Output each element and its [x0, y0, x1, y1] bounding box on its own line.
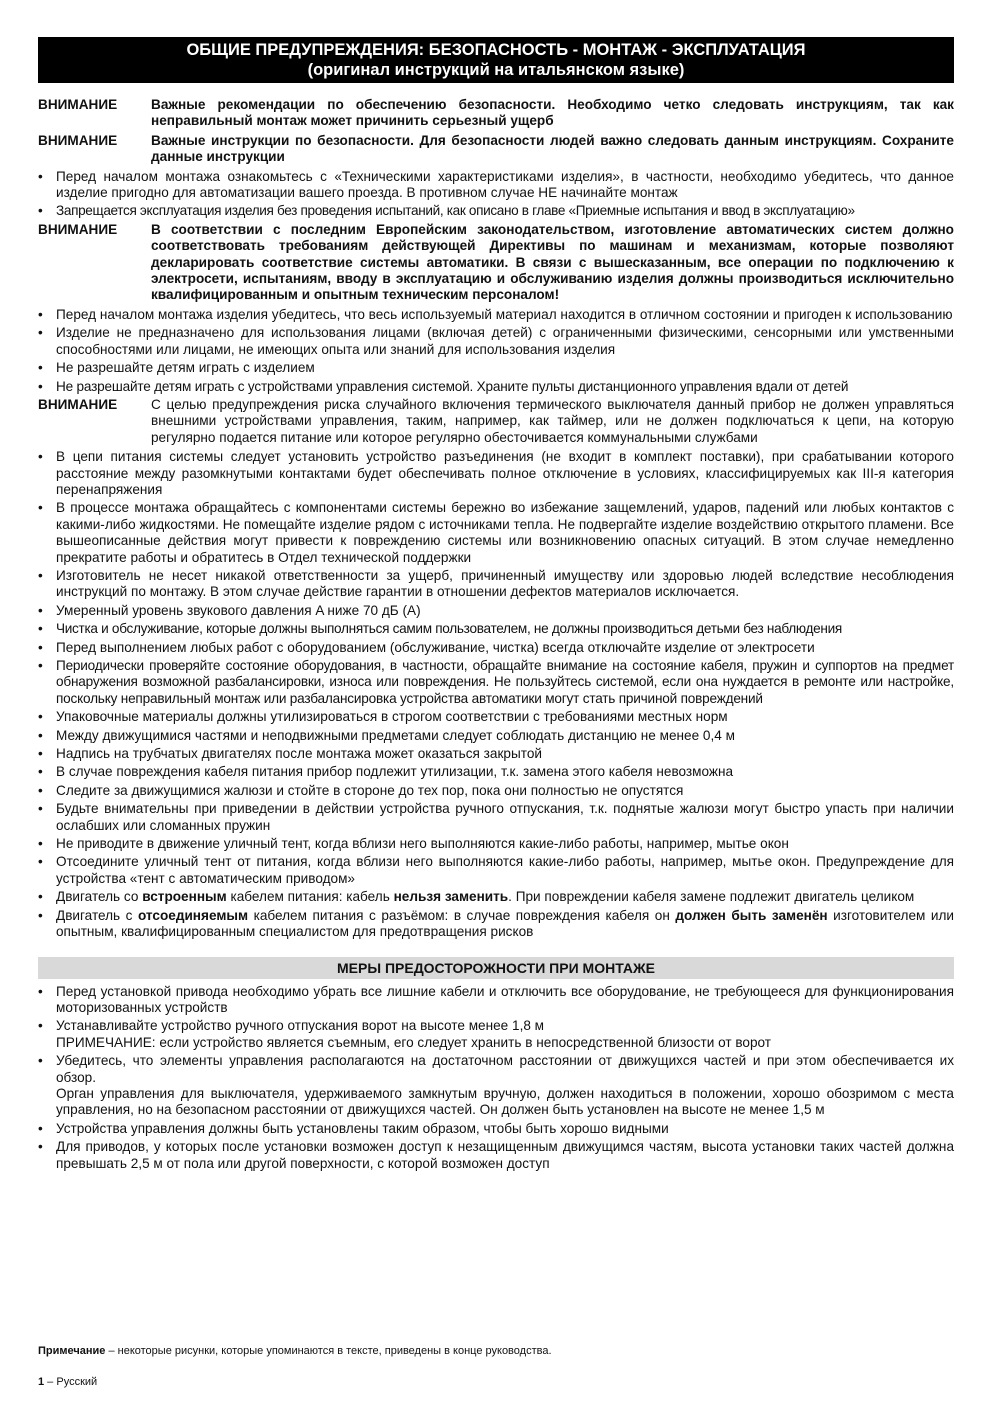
- warning-label: ВНИМАНИЕ: [38, 97, 118, 112]
- title-line-2: (оригинал инструкций на итальянском языке): [307, 61, 685, 79]
- bullet-icon: •: [38, 836, 43, 852]
- list-item-text: Перед началом монтажа изделия убедитесь, что весь используемый материал находится в отличном состоянии и пригоден к использованию: [56, 306, 953, 322]
- bold-fragment: отсоединяемым: [137, 907, 249, 923]
- list-item: [38, 1121, 954, 1137]
- list-item-text: Между движущимися частями и неподвижными предметами следует соблюдать дистанцию не менее 0,4 м: [56, 727, 735, 743]
- list-item: [38, 889, 954, 905]
- list-item-text: Устройства управления должны быть установлены таким образом, чтобы быть хорошо видными: [56, 1120, 669, 1136]
- bold-fragment: должен быть заменён: [675, 907, 828, 923]
- bullet-icon: •: [38, 639, 43, 655]
- bullet-icon: •: [38, 203, 43, 219]
- list-item: [38, 1018, 954, 1051]
- bullet-icon: •: [38, 801, 43, 817]
- list-item: [38, 709, 954, 725]
- list-item-text: Отсоедините уличный тент от питания, когда вблизи него выполняются какие-либо работы, например, мытье окон. Предупреждение для устройства «тент с автоматическим приводом»: [56, 854, 954, 886]
- bullet-icon: •: [38, 306, 43, 322]
- list-item-text: Надпись на трубчатых двигателях после монтажа может оказаться закрытой: [56, 746, 542, 762]
- bullet-icon: •: [38, 854, 43, 870]
- bullet-icon: •: [38, 602, 43, 618]
- list-item: [38, 379, 954, 395]
- bullet-icon: •: [38, 709, 43, 725]
- section-general-warnings: [38, 97, 954, 1172]
- bold-fragment: встроенным: [142, 889, 227, 905]
- list-item-text: [56, 1018, 954, 1051]
- bullet-icon: •: [38, 360, 43, 376]
- list-item: [38, 783, 954, 799]
- bullet-icon: •: [38, 567, 43, 583]
- list-item: [38, 325, 954, 358]
- bullet-icon: •: [38, 378, 43, 394]
- footer-note: [38, 1345, 552, 1357]
- title-line-1: ОБЩИЕ ПРЕДУПРЕЖДЕНИЯ: БЕЗОПАСНОСТЬ - МОНТАЖ - ЭКСПЛУАТАЦИЯ: [186, 41, 806, 59]
- list-item-text: [56, 889, 954, 905]
- list-item-text: Упаковочные материалы должны утилизироваться в строгом соответствии с требованиями местных норм: [56, 709, 728, 725]
- bullet-icon: •: [38, 500, 43, 516]
- bullet-icon: •: [38, 621, 43, 637]
- list-item-text: В процессе монтажа обращайтесь с компонентами системы бережно во избежание защемлений, ударов, падений или любых контактов с какими-либо жидкостями. Не помещайте изделие рядом с источниками тепла. Не подвергайте изделие воздействию открытого пламени. Все вышеописанные действия могут привести к повреждению системы или возникновению опасных ситуаций. В этом случае немедленно прекратите работы и обратитесь в Отдел технической поддержки: [56, 500, 954, 565]
- bullet-icon: •: [38, 764, 43, 780]
- bullet-icon: •: [38, 168, 43, 184]
- paragraph: Убедитесь, что элементы управления располагаются на достаточном расстоянии от движущихся частей и при этом обеспечивается их обзор.: [56, 1053, 954, 1085]
- list-item: [38, 854, 954, 887]
- bullet-icon: •: [38, 1120, 43, 1136]
- page-number: [38, 1376, 97, 1388]
- text-fragment: изготовителем или опытным, квалифицированным специалистом для предотвращения рисков: [56, 907, 954, 940]
- bullet-icon: •: [38, 746, 43, 762]
- page-language: – Русский: [44, 1376, 98, 1388]
- warning-block: [38, 222, 954, 304]
- list-item: [38, 449, 954, 498]
- list-item: [38, 836, 954, 852]
- list-item: [38, 603, 954, 619]
- bullet-icon: •: [38, 449, 43, 465]
- list-item: [38, 728, 954, 744]
- list-item-text: Будьте внимательны при приведении в действии устройства ручного отпускания, т.к. поднятые жалюзи могут быстро упасть при наличии ослабших или сломанных пружин: [56, 801, 954, 833]
- list-item-text: Следите за движущимися жалюзи и стойте в стороне до тех пор, пока они полностью не опустятся: [56, 782, 684, 798]
- bullet-icon: •: [38, 983, 43, 999]
- bullet-icon: •: [38, 658, 43, 673]
- list-item-text: В случае повреждения кабеля питания прибор подлежит утилизации, т.к. замена этого кабеля невозможна: [56, 764, 734, 780]
- bullet-icon: •: [38, 907, 43, 923]
- bullet-icon: •: [38, 1139, 43, 1155]
- text-fragment: Двигатель со: [56, 889, 143, 905]
- list-item-text: Периодически проверяйте состояние оборудования, в частности, обращайте внимание на состояние кабеля, пружин и суппортов на предмет обнаружения возможной разбалансировки, износа или повреждения. Не пользуйтесь системой, если она нуждается в ремонте или настройке, поскольку неправильный монтаж или разбалансировка устройства автоматики могут стать причиной повреждений: [56, 658, 954, 706]
- warning-label: ВНИМАНИЕ: [38, 221, 118, 237]
- list-item: [38, 764, 954, 780]
- list-item: [38, 621, 954, 637]
- list-item-text: Перед началом монтажа ознакомьтесь с «Техническими характеристиками изделия», в частности, необходимо убедитесь, что данное изделие пригодно для автоматизации вашего проезда. В противном случае НЕ начинайте монтаж: [56, 168, 954, 201]
- page-number-value: 1: [38, 1376, 45, 1388]
- text-fragment: Двигатель с: [56, 907, 138, 923]
- list-item-text: Перед выполнением любых работ с оборудованием (обслуживание, чистка) всегда отключайте изделие от электросети: [56, 639, 815, 655]
- list-item: [38, 307, 954, 323]
- bullet-icon: •: [38, 325, 43, 341]
- list-item: [38, 908, 954, 941]
- warning-block: [38, 97, 954, 130]
- footer-note-label: Примечание: [38, 1345, 106, 1357]
- bullet-icon: •: [38, 889, 43, 905]
- list-item-text: [56, 1053, 954, 1119]
- document-title: [38, 37, 954, 83]
- text-fragment: кабелем питания с разъёмом: в случае повреждения кабеля он: [248, 907, 676, 923]
- list-item-text: Для приводов, у которых после установки возможен доступ к незащищенным движущимся частям, высота установки таких частей должна превышать 2,5 м от пола или другой поверхности, с которой возможен доступ: [56, 1139, 954, 1171]
- list-item-text: Изделие не предназначено для использования лицами (включая детей) с ограниченными физическими, сенсорными или умственными способностями или лицами, не имеющих опыта или знаний для использования изделия: [56, 325, 954, 357]
- footer-note-text: – некоторые рисунки, которые упоминаются в тексте, приведены в конце руководства.: [105, 1345, 552, 1357]
- warning-text: Важные инструкции по безопасности. Для безопасности людей важно следовать данным инструкциям. Сохраните данные инструкции: [151, 132, 954, 165]
- list-item-text: [56, 908, 954, 941]
- list-item: [38, 1053, 954, 1119]
- list-item-text: Не разрешайте детям играть с изделием: [56, 360, 315, 376]
- page: [38, 37, 954, 1174]
- list-item: [38, 658, 954, 707]
- paragraph: Устанавливайте устройство ручного отпускания ворот на высоте менее 1,8 м: [56, 1018, 545, 1034]
- warning-text: Важные рекомендации по обеспечению безопасности. Необходимо четко следовать инструкциям, так как неправильный монтаж может причинить серьезный ущерб: [151, 97, 954, 129]
- list-item-text: Умеренный уровень звукового давления A ниже 70 дБ (A): [56, 602, 421, 618]
- warning-block: [38, 397, 954, 446]
- bold-fragment: нельзя заменить: [393, 889, 509, 905]
- list-item-text: Чистка и обслуживание, которые должны выполняться самим пользователем, не должны производиться детьми без наблюдения: [56, 621, 842, 637]
- warning-label: ВНИМАНИЕ: [38, 132, 118, 148]
- section-heading-installation: МЕРЫ ПРЕДОСТОРОЖНОСТИ ПРИ МОНТАЖЕ: [38, 957, 954, 979]
- text-fragment: кабелем питания: кабель: [226, 889, 394, 905]
- bullet-icon: •: [38, 727, 43, 743]
- list-item-text: Не приводите в движение уличный тент, когда вблизи него выполняются какие-либо работы, например, мытье окон: [56, 836, 789, 852]
- list-item: [38, 203, 954, 219]
- warning-label: ВНИМАНИЕ: [38, 396, 118, 412]
- list-item: [38, 640, 954, 656]
- warning-text: В соответствии с последним Европейским законодательством, изготовление автоматических систем должно соответствовать требованиям действующей Директивы по машинам и механизмам, которые позволяют декларировать соответствие системы автоматики. В связи с вышесказанным, все операции по подключению к электросети, испытаниям, вводу в эксплуатацию и обслуживанию изделия должны производиться исключительно квалифицированным и опытным техническим персоналом!: [151, 221, 954, 303]
- list-item-text: В цепи питания системы следует установить устройство разъединения (не входит в комплект поставки), при срабатывании которого расстояние между разомкнутыми контактами будет обеспечивать полное отключение в условиях, классифицируемых как III-я категория перенапряжения: [56, 449, 954, 497]
- list-item-text: Изготовитель не несет никакой ответственности за ущерб, причиненный имуществу или здоровью людей вследствие несоблюдения инструкций по монтажу. В этом случае действие гарантии в отношении дефектов материалов исключается.: [56, 567, 954, 600]
- list-item: [38, 568, 954, 601]
- paragraph: Орган управления для выключателя, удерживаемого замкнутым вручную, должен находиться в положении, хорошо обозримом с места управления, но на безопасном расстоянии от движущихся частей. Он должен быть установлен на высоте не менее 1,5 м: [56, 1085, 954, 1118]
- warning-block: [38, 133, 954, 166]
- bullet-icon: •: [38, 782, 43, 798]
- list-item: [38, 984, 954, 1017]
- list-item: [38, 801, 954, 834]
- bullet-icon: •: [38, 1053, 43, 1069]
- list-item-text: Запрещается эксплуатация изделия без проведения испытаний, как описано в главе «Приемные испытания и ввод в эксплуатацию»: [56, 203, 855, 219]
- list-item: [38, 500, 954, 566]
- list-item: [38, 746, 954, 762]
- list-item: [38, 1139, 954, 1172]
- list-item: [38, 169, 954, 202]
- bullet-icon: •: [38, 1018, 43, 1034]
- text-fragment: . При повреждении кабеля замене подлежит двигатель целиком: [508, 889, 915, 905]
- note-paragraph: ПРИМЕЧАНИЕ: если устройство является съемным, его следует хранить в непосредственной близости от ворот: [56, 1034, 772, 1050]
- list-item-text: Не разрешайте детям играть с устройствами управления системой. Храните пульты дистанционного управления вдали от детей: [56, 378, 849, 394]
- list-item: [38, 360, 954, 376]
- list-item-text: Перед установкой привода необходимо убрать все лишние кабели и отключить все оборудование, не требующееся для функционирования моторизованных устройств: [56, 983, 954, 1015]
- warning-text: С целью предупреждения риска случайного включения термического выключателя данный прибор не должен управляться внешними устройствами управления, таким, например, как таймер, или не должен подключаться к цепи, на которую регулярно подается питание или которое регулярно обесточивается коммунальными службами: [151, 396, 954, 445]
